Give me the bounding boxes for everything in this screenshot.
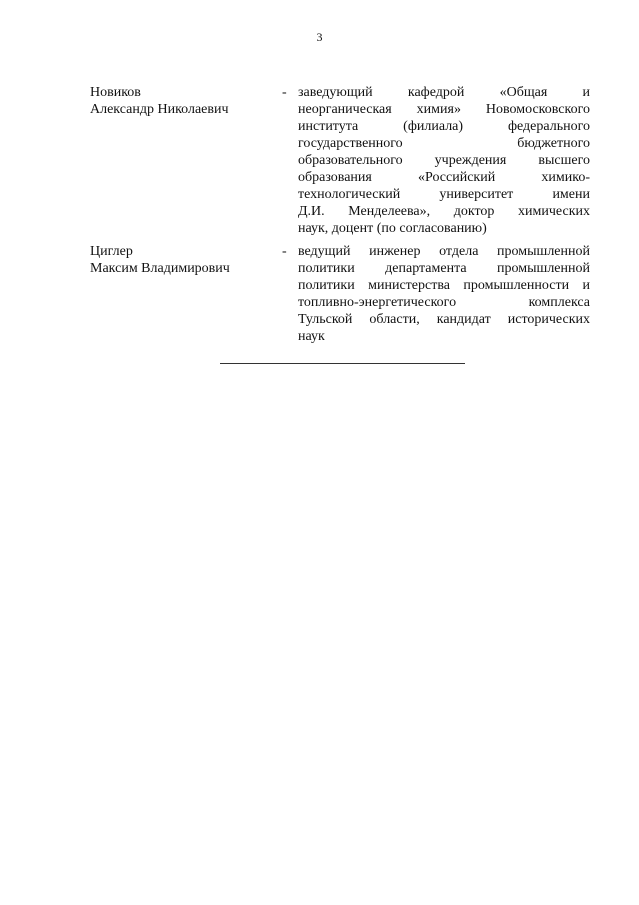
description-line: ведущий инженер отдела промышленной bbox=[298, 244, 590, 259]
description-line: государственного бюджетного bbox=[298, 136, 590, 151]
description-line: образовательного учреждения высшего bbox=[298, 153, 590, 168]
description-line: Тульской области, кандидат исторических bbox=[298, 312, 590, 327]
page-number: 3 bbox=[316, 30, 323, 44]
description-line: политики департамента промышленной bbox=[298, 261, 590, 276]
description-line: технологический университет имени bbox=[298, 187, 590, 202]
separator-dash: - bbox=[282, 85, 287, 100]
description-line: Д.И. Менделеева», доктор химических bbox=[298, 204, 590, 219]
description-line: топливно-энергетического комплекса bbox=[298, 295, 590, 310]
description-line: заведующий кафедрой «Общая и bbox=[298, 85, 590, 100]
member-name bbox=[90, 243, 280, 277]
description-line: наук bbox=[298, 329, 325, 344]
closing-rule bbox=[220, 363, 465, 364]
member-surname: Циглер bbox=[90, 244, 133, 259]
member-surname: Новиков bbox=[90, 85, 141, 100]
member-description bbox=[298, 84, 590, 237]
description-line: политики министерства промышленности и bbox=[298, 278, 590, 293]
member-given-names: Александр Николаевич bbox=[90, 102, 229, 117]
member-given-names: Максим Владимирович bbox=[90, 261, 230, 276]
description-line: наук, доцент (по согласованию) bbox=[298, 221, 487, 236]
description-line: института (филиала) федерального bbox=[298, 119, 590, 134]
member-description bbox=[298, 243, 590, 345]
separator-dash: - bbox=[282, 244, 287, 259]
member-name bbox=[90, 84, 280, 118]
description-line: неорганическая химия» Новомосковского bbox=[298, 102, 590, 117]
description-line: образования «Российский химико- bbox=[298, 170, 590, 185]
